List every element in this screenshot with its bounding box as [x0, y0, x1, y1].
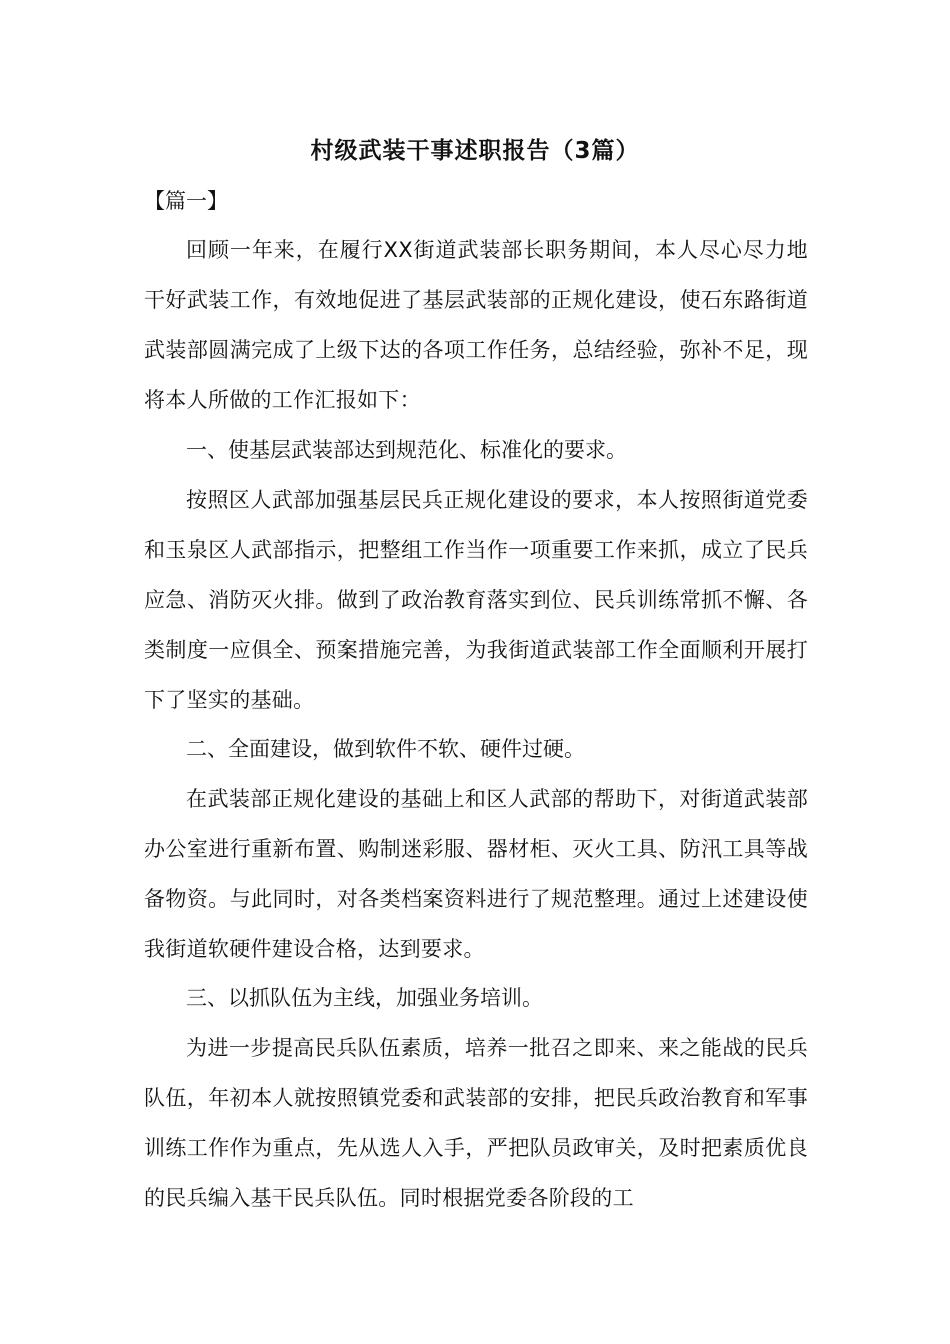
document-title: 村级武装干事述职报告（3篇）: [310, 138, 640, 164]
section-heading: 二、全面建设，做到软件不软、硬件过硬。: [186, 737, 585, 761]
paragraph: 按照区人武部加强基层民兵正规化建设的要求，本人按照街道党委和玉泉区人武部指示，把整组工作当作一项重要工作来抓，成立了民兵应急、消防灭火排。做到了政治教育落实到位、民兵训练常抓不懈、各类制度一应俱全、预案措施完善，为我街道武装部工作全面顺利开展打下了坚实的基础。: [144, 488, 808, 712]
paragraph: 在武装部正规化建设的基础上和区人武部的帮助下，对街道武装部办公室进行重新布置、购制迷彩服、器材柜、灭火工具、防汛工具等战备物资。与此同时，对各类档案资料进行了规范整理。通过上述建设使我街道软硬件建设合格，达到要求。: [144, 787, 808, 961]
section-heading: 一、使基层武装部达到规范化、标准化的要求。: [186, 438, 627, 462]
section-label: 【篇一】: [144, 189, 228, 213]
section-heading: 三、以抓队伍为主线，加强业务培训。: [186, 986, 543, 1010]
paragraph: 回顾一年来，在履行XX街道武装部长职务期间，本人尽心尽力地干好武装工作，有效地促进了基层武装部的正规化建设，使石东路街道武装部圆满完成了上级下达的各项工作任务，总结经验，弥补不足，现将本人所做的工作汇报如下：: [144, 238, 808, 412]
paragraph: 为进一步提高民兵队伍素质，培养一批召之即来、来之能战的民兵队伍，年初本人就按照镇党委和武装部的安排，把民兵政治教育和军事训练工作作为重点，先从选人入手，严把队员政审关，及时把素质优良的民兵编入基干民兵队伍。同时根据党委各阶段的工: [144, 1036, 808, 1210]
